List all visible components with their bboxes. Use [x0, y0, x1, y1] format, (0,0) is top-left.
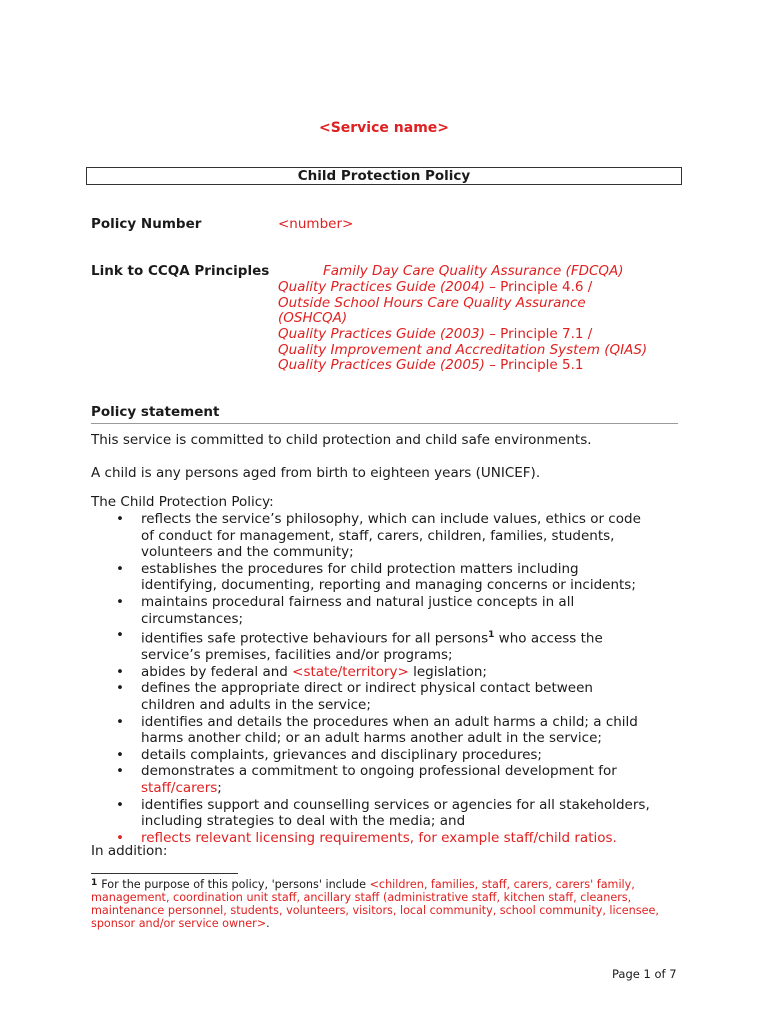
- bullet-line: identifying, documenting, reporting and managing concerns or incidents;: [141, 577, 636, 594]
- ccqa-line-plain: – Principle 4.6 /: [484, 279, 593, 295]
- page-number: Page 1 of 7: [612, 967, 677, 981]
- ccqa-line-plain: – Principle 7.1 /: [484, 326, 593, 342]
- list-item: [91, 511, 691, 561]
- ccqa-line: [278, 326, 592, 342]
- ccqa-line: [278, 310, 347, 326]
- ccqa-principles-label: Link to CCQA Principles: [91, 263, 270, 279]
- policy-intro-paragraph: The Child Protection Policy:: [91, 494, 274, 510]
- bullet-icon: •: [116, 663, 124, 680]
- footnote-reference[interactable]: 1: [488, 630, 495, 641]
- bullet-line: identifies and details the procedures when an adult harms a child; a child: [141, 713, 638, 730]
- bullet-line: ;: [217, 780, 222, 796]
- list-item: [91, 561, 691, 594]
- list-item: [91, 664, 691, 681]
- list-item: [91, 747, 691, 764]
- ccqa-line-italic: (OSHCQA): [278, 310, 348, 326]
- policy-bullet-list: [91, 511, 691, 846]
- state-territory-placeholder: <state/territory>: [292, 663, 409, 680]
- bullet-icon: •: [116, 796, 124, 813]
- footnote-persons-placeholder: <children, families, staff, carers, carers' family, management, coordination unit staff, ancillary staff (administrative staff, kitchen staff, cleaners, maintenance personnel, students, volunteers, visitors, local community, school community, licensee, sponsor and/or service owner>: [91, 878, 659, 930]
- bullet-line: volunteers and the community;: [141, 544, 354, 561]
- bullet-line: identifies safe protective behaviours for all persons: [141, 630, 489, 647]
- staff-carers-placeholder: staff/carers: [141, 780, 218, 796]
- ccqa-line-plain: – Principle 5.1: [484, 357, 584, 373]
- bullet-icon: •: [116, 511, 124, 527]
- ccqa-line-italic: Quality Practices Guide (2003): [278, 326, 485, 342]
- ccqa-line-italic: Outside School Hours Care Quality Assurance: [278, 295, 586, 311]
- list-item: [91, 594, 691, 627]
- bullet-icon: •: [116, 713, 124, 730]
- bullet-line: identifies support and counselling services or agencies for all stakeholders,: [141, 796, 650, 813]
- footnote: [91, 877, 681, 930]
- ccqa-line: [278, 357, 584, 373]
- bullet-icon: •: [116, 746, 124, 763]
- list-item: [91, 797, 691, 830]
- bullet-line: maintains procedural fairness and natural justice concepts in all: [141, 593, 575, 610]
- bullet-line: service’s premises, facilities and/or programs;: [141, 647, 453, 664]
- ccqa-line-italic: Quality Practices Guide (2004): [278, 279, 485, 295]
- ccqa-line: [278, 295, 586, 311]
- bullet-line: harms another child; or an adult harms another adult in the service;: [141, 730, 602, 747]
- bullet-line: including strategies to deal with the media; and: [141, 813, 466, 830]
- list-item: [91, 627, 691, 664]
- footnote-tail: .: [266, 917, 270, 930]
- bullet-line: details complaints, grievances and disciplinary procedures;: [141, 746, 542, 763]
- ccqa-line: [278, 279, 592, 295]
- bullet-line: defines the appropriate direct or indirect physical contact between: [141, 680, 593, 697]
- ccqa-line-italic: Family Day Care Quality Assurance (FDCQA): [323, 263, 624, 279]
- list-item: [91, 714, 691, 747]
- policy-number-label: Policy Number: [91, 216, 202, 232]
- bullet-line: establishes the procedures for child protection matters including: [141, 560, 579, 577]
- bullet-icon: •: [116, 627, 124, 644]
- policy-statement-heading: Policy statement: [91, 404, 678, 424]
- footnote-separator: [91, 873, 238, 874]
- ccqa-line-italic: Quality Improvement and Accreditation System (QIAS): [278, 342, 648, 358]
- bullet-line: of conduct for management, staff, carers, children, families, students,: [141, 527, 615, 544]
- list-item: [91, 763, 691, 796]
- bullet-line: reflects the service’s philosophy, which can include values, ethics or code: [141, 511, 641, 527]
- child-definition-paragraph: A child is any persons aged from birth to eighteen years (UNICEF).: [91, 465, 541, 481]
- ccqa-line-italic: Quality Practices Guide (2005): [278, 357, 485, 373]
- bullet-line: abides by federal and: [141, 663, 293, 680]
- list-item: [91, 680, 691, 713]
- bullet-line: reflects relevant licensing requirements, for example staff/child ratios.: [141, 829, 617, 846]
- list-item: [91, 830, 691, 847]
- in-addition-text: In addition:: [91, 843, 168, 859]
- bullet-line: demonstrates a commitment to ongoing professional development for: [141, 763, 617, 780]
- bullet-line: legislation;: [408, 663, 487, 680]
- bullet-line: who access the: [494, 630, 603, 647]
- bullet-icon: •: [116, 829, 124, 846]
- service-name: <Service name>: [318, 120, 450, 136]
- footnote-marker: 1: [91, 878, 98, 888]
- ccqa-line: [323, 263, 624, 279]
- footnote-lead: For the purpose of this policy, 'persons' include: [101, 878, 370, 891]
- bullet-line: children and adults in the service;: [141, 697, 371, 714]
- policy-title: Child Protection Policy: [297, 168, 471, 184]
- bullet-line: circumstances;: [141, 610, 244, 627]
- policy-number-value: <number>: [278, 216, 354, 232]
- ccqa-line: [278, 342, 647, 358]
- bullet-icon: •: [116, 763, 124, 780]
- bullet-icon: •: [116, 560, 124, 577]
- bullet-icon: •: [116, 593, 124, 610]
- bullet-icon: •: [116, 680, 124, 697]
- policy-title-box: [86, 167, 682, 185]
- commitment-paragraph: This service is committed to child protection and child safe environments.: [91, 432, 592, 448]
